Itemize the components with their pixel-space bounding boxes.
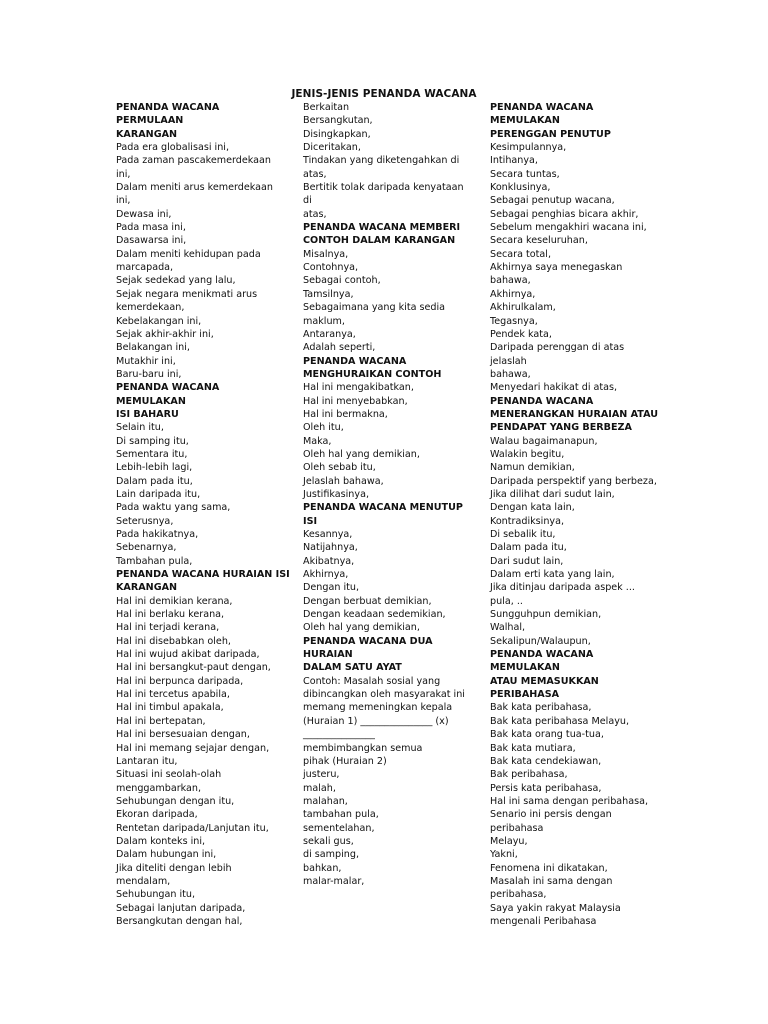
section-heading: PENANDA WACANA — [116, 382, 220, 394]
section-heading: PENANDA WACANA — [116, 102, 220, 113]
list-item: Jika diteliti dengan lebih — [116, 862, 232, 874]
list-item: Antaranya, — [303, 328, 356, 340]
list-item: Hal ini terjadi kerana, — [116, 622, 220, 634]
list-item: Bak peribahasa, — [490, 769, 568, 781]
list-item: Dengan itu, — [303, 582, 360, 594]
list-item: Di samping itu, — [116, 435, 189, 447]
list-item: Secara keseluruhan, — [490, 235, 588, 247]
list-item: (Huraian 1) _______________ (x) — [303, 715, 449, 727]
list-item: Menyedari hakikat di atas, — [490, 382, 618, 394]
list-item: Kesannya, — [303, 529, 353, 540]
list-item: Situasi ini seolah-olah — [116, 769, 222, 781]
list-item: Dengan keadaan sedemikian, — [303, 609, 446, 621]
list-item: Dalam meniti kehidupan pada — [116, 248, 261, 260]
section-heading: MENGHURAIKAN CONTOH — [303, 368, 442, 380]
list-item: Hal ini bersangkut-paut dengan, — [116, 662, 271, 674]
list-item: pula, .. — [490, 595, 523, 607]
list-item: Jika ditinjau daripada aspek ... — [490, 582, 635, 594]
section-heading: ISI — [303, 515, 318, 527]
section-heading: PENANDA WACANA — [490, 649, 594, 661]
list-item: mendalam, — [116, 875, 171, 887]
list-item: Pada masa ini, — [116, 222, 186, 234]
list-item: Dalam meniti arus kemerdekaan — [116, 182, 273, 194]
list-item: Yakni, — [490, 849, 518, 861]
list-item: Dalam pada itu, — [116, 475, 193, 487]
column-1 — [116, 101, 288, 928]
list-item: jelaslah — [490, 355, 527, 367]
list-item: Hal ini timbul apakala, — [116, 702, 224, 714]
section-heading: ATAU MEMASUKKAN — [490, 675, 599, 687]
list-item: Seterusnya, — [116, 515, 174, 527]
list-item: malar-malar, — [303, 875, 365, 887]
list-item: Oleh hal yang demikian, — [303, 622, 420, 634]
list-item: atas, — [303, 208, 327, 220]
list-item: Kesimpulannya, — [490, 142, 567, 154]
list-item: Justifikasinya, — [303, 488, 369, 500]
list-item: Selain itu, — [116, 422, 164, 434]
section-heading: PENANDA WACANA MENUTUP — [303, 502, 463, 514]
list-item: justeru, — [303, 769, 340, 781]
list-item: Walau bagaimanapun, — [490, 435, 598, 447]
list-item: atas, — [303, 168, 327, 180]
list-item: Mutakhir ini, — [116, 355, 176, 367]
list-item: Bak kata peribahasa, — [490, 702, 592, 714]
list-item: Daripada perenggan di atas — [490, 342, 625, 354]
list-item: Pada era globalisasi ini, — [116, 142, 230, 154]
list-item: Dari sudut lain, — [490, 555, 564, 567]
list-item: Sebagaimana yang kita sedia — [303, 302, 446, 314]
list-item: _______________ — [303, 729, 375, 741]
list-item: Contohnya, — [303, 262, 359, 274]
list-item: Sungguhpun demikian, — [490, 609, 602, 621]
list-item: Pada waktu yang sama, — [116, 502, 231, 514]
column-2 — [303, 101, 475, 888]
list-item: Rentetan daripada/Lanjutan itu, — [116, 822, 269, 834]
list-item: Secara tuntas, — [490, 168, 560, 180]
list-item: Daripada perspektif yang berbeza, — [490, 475, 657, 487]
document-title: JENIS-JENIS PENANDA WACANA — [291, 88, 477, 100]
section-heading: PENANDA WACANA DUA — [303, 635, 433, 647]
list-item: malah, — [303, 782, 336, 794]
list-item: Hal ini tercetus apabila, — [116, 689, 230, 701]
list-item: Di sebalik itu, — [490, 529, 556, 540]
list-item: Tindakan yang diketengahkan di — [303, 155, 460, 167]
list-item: Senario ini persis dengan — [490, 809, 612, 821]
list-item: mengenali Peribahasa — [490, 915, 597, 927]
column-3 — [490, 101, 662, 928]
list-item: Pendek kata, — [490, 328, 552, 340]
list-item: Adalah seperti, — [303, 342, 376, 354]
section-heading: KARANGAN — [116, 128, 178, 140]
list-item: Pada zaman pascakemerdekaan — [116, 155, 271, 167]
list-item: Dalam konteks ini, — [116, 835, 206, 847]
list-item: Diceritakan, — [303, 142, 361, 154]
list-item: Intihanya, — [490, 155, 538, 167]
list-item: Pada hakikatnya, — [116, 529, 199, 540]
list-item: Sebagai penghias bicara akhir, — [490, 208, 639, 220]
list-item: Sebagai contoh, — [303, 275, 381, 287]
list-item: Hal ini disebabkan oleh, — [116, 635, 231, 647]
list-item: Oleh itu, — [303, 422, 344, 434]
list-item: Disingkapkan, — [303, 128, 371, 140]
list-item: Walakin begitu, — [490, 448, 565, 460]
list-item: Dengan berbuat demikian, — [303, 595, 432, 607]
list-item: memang memeningkan kepala — [303, 702, 453, 714]
list-item: bahawa, — [490, 368, 531, 380]
list-item: Dalam erti kata yang lain, — [490, 569, 615, 581]
list-item: Maka, — [303, 435, 332, 447]
list-item: Sejak akhir-akhir ini, — [116, 328, 214, 340]
section-heading: HURAIAN — [303, 649, 353, 661]
list-item: Hal ini bermakna, — [303, 408, 388, 420]
list-item: Kontradiksinya, — [490, 515, 565, 527]
list-item: Hal ini berlaku kerana, — [116, 609, 225, 621]
list-item: Sehubungan itu, — [116, 889, 196, 901]
list-item: Dalam pada itu, — [490, 542, 567, 554]
list-item: sementelahan, — [303, 822, 375, 834]
list-item: Tamsilnya, — [303, 288, 354, 300]
list-item: kemerdekaan, — [116, 302, 185, 314]
list-item: bahawa, — [490, 275, 531, 287]
list-item: Contoh: Masalah sosial yang — [303, 675, 441, 687]
list-item: Sebagai lanjutan daripada, — [116, 902, 246, 914]
list-item: Persis kata peribahasa, — [490, 782, 602, 794]
list-item: Belakangan ini, — [116, 342, 190, 354]
list-item: Secara total, — [490, 248, 552, 260]
list-item: Jelaslah bahawa, — [303, 475, 384, 487]
list-item: Melayu, — [490, 835, 528, 847]
list-item: ini, — [116, 168, 131, 180]
list-item: Dasawarsa ini, — [116, 235, 187, 247]
list-item: Natijahnya, — [303, 542, 358, 554]
list-item: Lebih-lebih lagi, — [116, 462, 193, 474]
list-item: peribahasa, — [490, 889, 547, 901]
list-item: bahkan, — [303, 862, 342, 874]
section-heading: ISI BAHARU — [116, 408, 179, 420]
list-item: Bersangkutan, — [303, 115, 373, 127]
list-item: Bak kata mutiara, — [490, 742, 576, 754]
list-item: Sebagai penutup wacana, — [490, 195, 615, 207]
section-heading: PENANDA WACANA MEMBERI — [303, 222, 461, 234]
list-item: Hal ini bersesuaian dengan, — [116, 729, 250, 741]
list-item: Sehubungan dengan itu, — [116, 795, 235, 807]
list-item: Jika dilihat dari sudut lain, — [490, 488, 615, 500]
list-item: membimbangkan semua — [303, 742, 423, 754]
section-heading: DALAM SATU AYAT — [303, 662, 402, 674]
list-item: Walhal, — [490, 622, 526, 634]
list-item: Konklusinya, — [490, 182, 551, 194]
list-item: Akhirnya saya menegaskan — [490, 262, 623, 274]
list-item: Hal ini bertepatan, — [116, 715, 206, 727]
list-item: Tegasnya, — [490, 315, 538, 327]
list-item: Bertitik tolak daripada kenyataan — [303, 182, 464, 194]
list-item: Bak kata orang tua-tua, — [490, 729, 604, 741]
list-item: sekali gus, — [303, 835, 354, 847]
list-item: di — [303, 195, 312, 207]
section-heading: PENANDA WACANA — [490, 102, 594, 113]
list-item: Sejak negara menikmati arus — [116, 288, 258, 300]
list-item: Hal ini mengakibatkan, — [303, 382, 414, 394]
list-item: Akhirulkalam, — [490, 302, 556, 314]
list-item: tambahan pula, — [303, 809, 379, 821]
list-item: Oleh hal yang demikian, — [303, 448, 420, 460]
section-heading: PERENGGAN PENUTUP — [490, 128, 611, 140]
list-item: Oleh sebab itu, — [303, 462, 376, 474]
list-item: Dengan kata lain, — [490, 502, 575, 514]
list-item: Bak kata cendekiawan, — [490, 755, 602, 767]
list-item: Hal ini berpunca daripada, — [116, 675, 244, 687]
list-item: Sejak sedekad yang lalu, — [116, 275, 236, 287]
section-heading: PERMULAAN — [116, 115, 184, 127]
section-heading: KARANGAN — [116, 582, 178, 594]
list-item: Bersangkutan dengan hal, — [116, 915, 243, 927]
list-item: Ekoran daripada, — [116, 809, 198, 821]
list-item: Misalnya, — [303, 248, 349, 260]
list-item: peribahasa — [490, 822, 544, 834]
list-item: Sebelum mengakhiri wacana ini, — [490, 222, 647, 234]
list-item: Tambahan pula, — [116, 555, 193, 567]
section-heading: MEMULAKAN — [490, 662, 560, 674]
section-heading: PENANDA WACANA HURAIAN ISI — [116, 569, 290, 581]
list-item: Bak kata peribahasa Melayu, — [490, 715, 630, 727]
list-item: Baru-baru ini, — [116, 368, 182, 380]
list-item: dibincangkan oleh masyarakat ini — [303, 689, 465, 701]
section-heading: PENANDA WACANA — [490, 395, 594, 407]
list-item: Hal ini sama dengan peribahasa, — [490, 795, 649, 807]
list-item: Lantaran itu, — [116, 755, 178, 767]
list-item: Akibatnya, — [303, 555, 355, 567]
section-heading: PERIBAHASA — [490, 689, 560, 701]
list-item: malahan, — [303, 795, 348, 807]
list-item: Hal ini menyebabkan, — [303, 395, 408, 407]
list-item: Akhirnya, — [490, 288, 536, 300]
list-item: Akhirnya, — [303, 569, 349, 581]
list-item: di samping, — [303, 849, 360, 861]
list-item: Namun demikian, — [490, 462, 575, 474]
section-heading: MEMULAKAN — [116, 395, 186, 407]
list-item: menggambarkan, — [116, 782, 202, 794]
section-heading: MEMULAKAN — [490, 115, 560, 127]
list-item: Hal ini wujud akibat daripada, — [116, 649, 260, 661]
list-item: Masalah ini sama dengan — [490, 875, 613, 887]
list-item: Sekalipun/Walaupun, — [490, 635, 591, 647]
section-heading: MENERANGKAN HURAIAN ATAU — [490, 408, 659, 420]
list-item: Lain daripada itu, — [116, 488, 201, 500]
section-heading: PENDAPAT YANG BERBEZA — [490, 422, 632, 434]
list-item: Dalam hubungan ini, — [116, 849, 217, 861]
list-item: ini, — [116, 195, 131, 207]
section-heading: CONTOH DALAM KARANGAN — [303, 235, 456, 247]
section-heading: PENANDA WACANA — [303, 355, 407, 367]
list-item: Saya yakin rakyat Malaysia — [490, 902, 621, 914]
list-item: marcapada, — [116, 262, 174, 274]
list-item: Sementara itu, — [116, 448, 188, 460]
list-item: Sebenarnya, — [116, 542, 177, 554]
list-item: Berkaitan — [303, 102, 350, 113]
list-item: pihak (Huraian 2) — [303, 755, 387, 767]
list-item: Fenomena ini dikatakan, — [490, 862, 608, 874]
list-item: Hal ini memang sejajar dengan, — [116, 742, 270, 754]
list-item: maklum, — [303, 315, 345, 327]
list-item: Hal ini demikian kerana, — [116, 595, 233, 607]
list-item: Kebelakangan ini, — [116, 315, 202, 327]
list-item: Dewasa ini, — [116, 208, 172, 220]
